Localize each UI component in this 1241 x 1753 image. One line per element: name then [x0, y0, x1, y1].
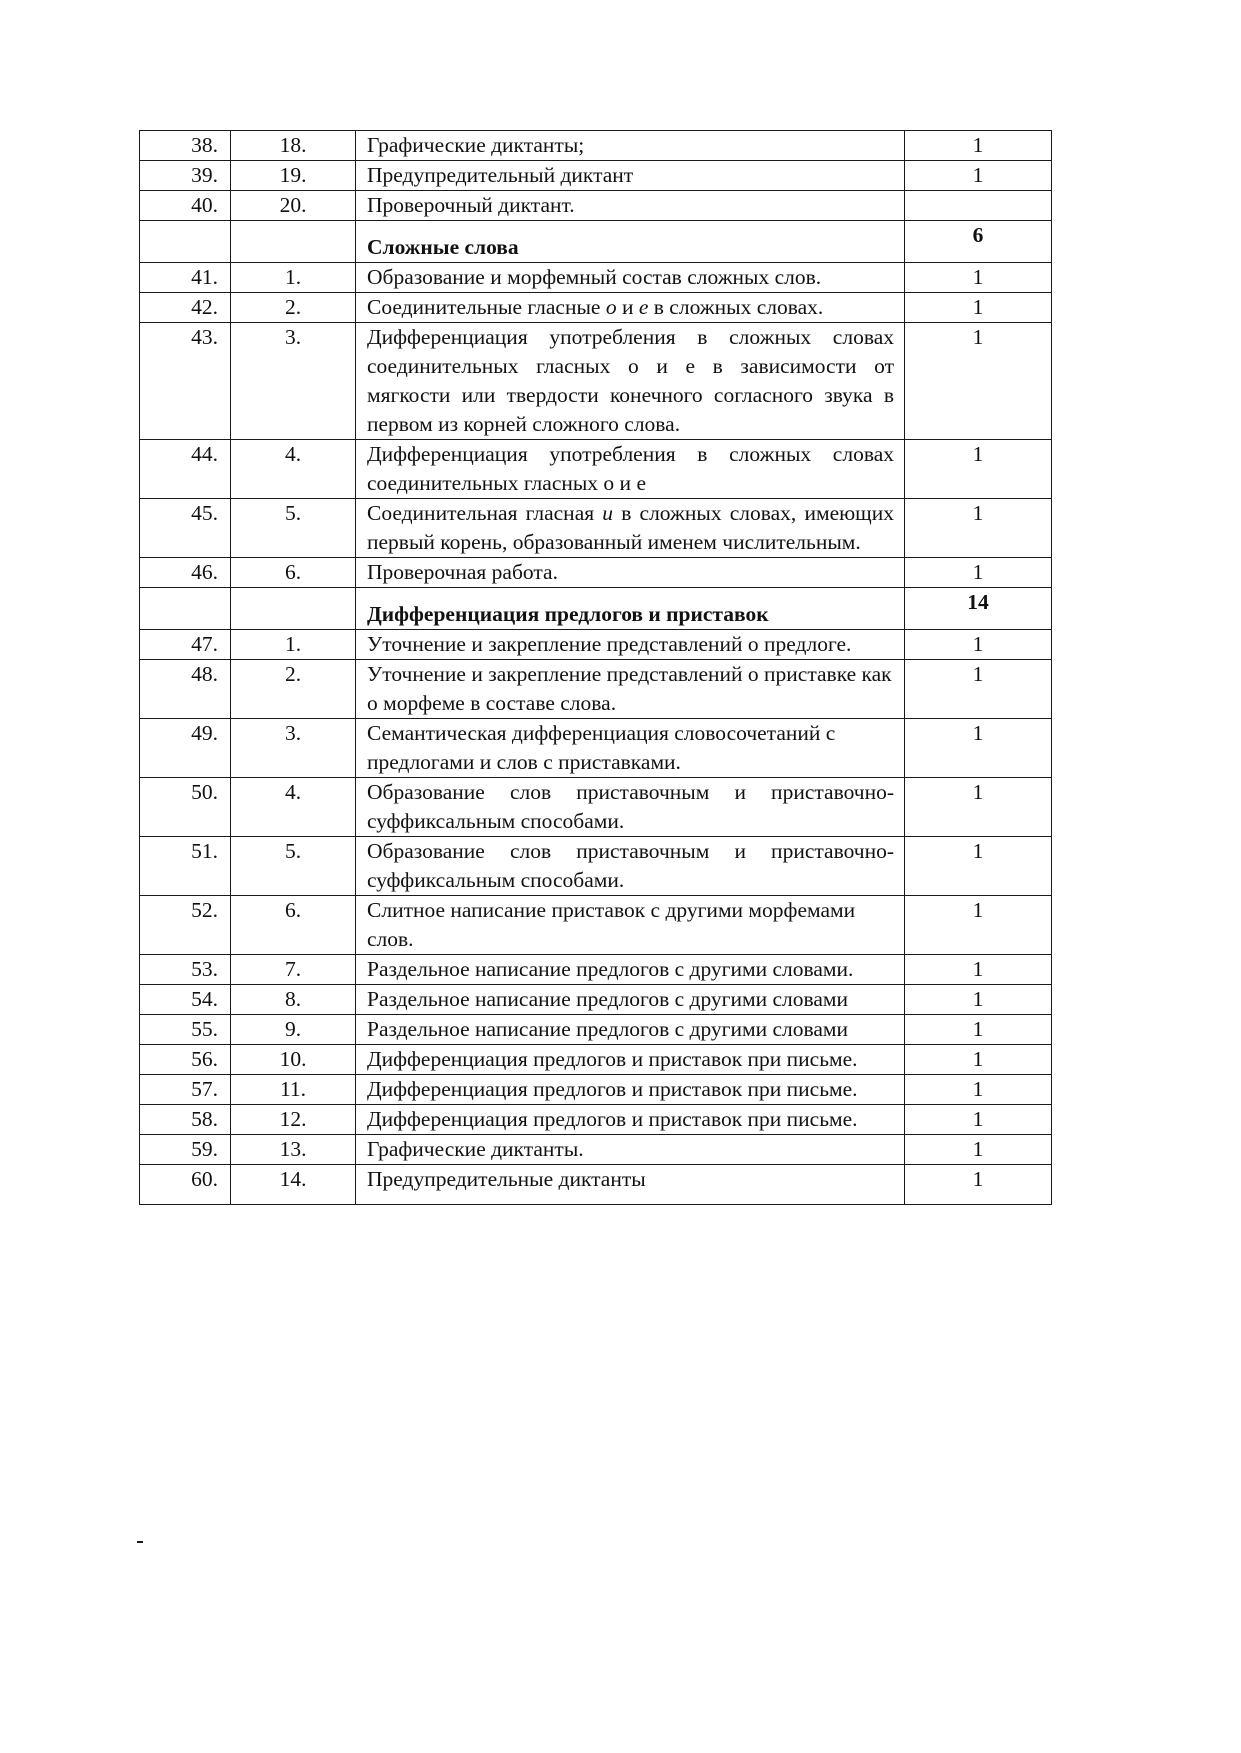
lesson-number-cell: 8.	[231, 985, 356, 1015]
table-row	[140, 660, 1052, 719]
row-number-cell: 58.	[140, 1105, 231, 1135]
lesson-topic-cell: Образование слов приставочным и приставочно-суффиксальным способами.	[356, 837, 905, 896]
row-number-cell: 45.	[140, 499, 231, 558]
table-row	[140, 955, 1052, 985]
lesson-plan-body	[140, 131, 1052, 1205]
row-number-cell: 51.	[140, 837, 231, 896]
lesson-number-cell: 6.	[231, 896, 356, 955]
lesson-number-cell: 14.	[231, 1165, 356, 1205]
section-title-cell: Сложные слова	[356, 221, 905, 263]
table-row	[140, 719, 1052, 778]
hours-cell: 1	[905, 131, 1052, 161]
hours-cell: 1	[905, 719, 1052, 778]
row-number-cell: 60.	[140, 1165, 231, 1205]
lesson-topic-cell: Графические диктанты;	[356, 131, 905, 161]
lesson-number-cell: 2.	[231, 660, 356, 719]
hours-cell: 1	[905, 558, 1052, 588]
hours-cell	[905, 191, 1052, 221]
table-row	[140, 191, 1052, 221]
topic-text-part: в сложных словах.	[648, 295, 824, 319]
row-number-cell: 39.	[140, 161, 231, 191]
lesson-topic-cell: Дифференциация употребления в сложных словах соединительных гласных о и е в зависимости от мягкости или твердости конечного согласного звука в первом из корней сложного слова.	[356, 323, 905, 440]
lesson-topic-cell: Образование слов приставочным и приставочно-суффиксальным способами.	[356, 778, 905, 837]
section-row	[140, 221, 1052, 263]
table-row	[140, 323, 1052, 440]
lesson-number-cell: 3.	[231, 323, 356, 440]
hours-cell: 1	[905, 323, 1052, 440]
lesson-number-cell: 20.	[231, 191, 356, 221]
table-row	[140, 558, 1052, 588]
lesson-number-cell: 19.	[231, 161, 356, 191]
lesson-topic-cell: Дифференциация предлогов и приставок при письме.	[356, 1105, 905, 1135]
hours-cell: 1	[905, 499, 1052, 558]
table-row	[140, 1165, 1052, 1205]
hours-cell: 1	[905, 1075, 1052, 1105]
table-row	[140, 440, 1052, 499]
lesson-topic-cell: Раздельное написание предлогов с другими словами	[356, 1015, 905, 1045]
row-number-cell: 54.	[140, 985, 231, 1015]
lesson-number-cell: 4.	[231, 440, 356, 499]
row-number-cell: 50.	[140, 778, 231, 837]
lesson-topic-cell: Уточнение и закрепление представлений о предлоге.	[356, 630, 905, 660]
table-row	[140, 630, 1052, 660]
hours-cell: 1	[905, 293, 1052, 323]
table-row	[140, 263, 1052, 293]
hours-cell: 1	[905, 778, 1052, 837]
hours-cell: 1	[905, 263, 1052, 293]
lesson-number-cell: 10.	[231, 1045, 356, 1075]
row-number-cell: 53.	[140, 955, 231, 985]
hours-cell: 1	[905, 1105, 1052, 1135]
row-number-cell	[140, 588, 231, 630]
table-row	[140, 131, 1052, 161]
row-number-cell: 40.	[140, 191, 231, 221]
table-row	[140, 1015, 1052, 1045]
lesson-topic-cell: Уточнение и закрепление представлений о приставке как о морфеме в составе слова.	[356, 660, 905, 719]
lesson-topic-cell: Семантическая дифференциация словосочетаний с предлогами и слов с приставками.	[356, 719, 905, 778]
lesson-topic-cell: Дифференциация употребления в сложных словах соединительных гласных о и е	[356, 440, 905, 499]
hours-cell: 1	[905, 955, 1052, 985]
table-edge-mark	[137, 1541, 143, 1543]
hours-cell: 1	[905, 1045, 1052, 1075]
table-row	[140, 1075, 1052, 1105]
table-row	[140, 778, 1052, 837]
hours-cell: 1	[905, 440, 1052, 499]
lesson-number-cell: 6.	[231, 558, 356, 588]
row-number-cell: 41.	[140, 263, 231, 293]
lesson-number-cell: 12.	[231, 1105, 356, 1135]
table-row	[140, 499, 1052, 558]
lesson-number-cell: 11.	[231, 1075, 356, 1105]
row-number-cell: 48.	[140, 660, 231, 719]
lesson-number-cell: 7.	[231, 955, 356, 985]
lesson-number-cell: 1.	[231, 630, 356, 660]
section-hours-cell: 6	[905, 221, 1052, 263]
hours-cell: 1	[905, 1135, 1052, 1165]
topic-text-part: е	[638, 295, 649, 319]
row-number-cell: 55.	[140, 1015, 231, 1045]
table-row	[140, 293, 1052, 323]
row-number-cell: 52.	[140, 896, 231, 955]
table-row	[140, 1105, 1052, 1135]
lesson-number-cell: 4.	[231, 778, 356, 837]
row-number-cell	[140, 221, 231, 263]
lesson-topic-cell: Образование и морфемный состав сложных слов.	[356, 263, 905, 293]
row-number-cell: 59.	[140, 1135, 231, 1165]
lesson-topic-cell: Слитное написание приставок с другими морфемами слов.	[356, 896, 905, 955]
lesson-topic-cell: Раздельное написание предлогов с другими словами.	[356, 955, 905, 985]
table-row	[140, 837, 1052, 896]
hours-cell: 1	[905, 985, 1052, 1015]
topic-text-part: в сложных словах, имеющих первый корень, образованный именем числительным.	[367, 501, 894, 554]
row-number-cell: 38.	[140, 131, 231, 161]
lesson-number-cell: 3.	[231, 719, 356, 778]
lesson-topic-cell	[356, 499, 905, 558]
lesson-topic-cell: Графические диктанты.	[356, 1135, 905, 1165]
row-number-cell: 44.	[140, 440, 231, 499]
hours-cell: 1	[905, 660, 1052, 719]
section-title-cell: Дифференциация предлогов и приставок	[356, 588, 905, 630]
row-number-cell: 56.	[140, 1045, 231, 1075]
row-number-cell: 49.	[140, 719, 231, 778]
hours-cell: 1	[905, 1165, 1052, 1205]
table-row	[140, 985, 1052, 1015]
table-row	[140, 1135, 1052, 1165]
lesson-number-cell: 5.	[231, 499, 356, 558]
lesson-number-cell	[231, 221, 356, 263]
topic-text-part: и	[602, 501, 614, 525]
row-number-cell: 42.	[140, 293, 231, 323]
row-number-cell: 47.	[140, 630, 231, 660]
hours-cell: 1	[905, 896, 1052, 955]
row-number-cell: 46.	[140, 558, 231, 588]
table-row	[140, 161, 1052, 191]
row-number-cell: 57.	[140, 1075, 231, 1105]
lesson-topic-cell: Раздельное написание предлогов с другими словами	[356, 985, 905, 1015]
hours-cell: 1	[905, 630, 1052, 660]
hours-cell: 1	[905, 1015, 1052, 1045]
section-row	[140, 588, 1052, 630]
hours-cell: 1	[905, 161, 1052, 191]
topic-text-part: и	[616, 295, 639, 319]
lesson-number-cell: 9.	[231, 1015, 356, 1045]
lesson-topic-cell: Предупредительные диктанты	[356, 1165, 905, 1205]
topic-text-part: о	[605, 295, 617, 319]
hours-cell: 1	[905, 837, 1052, 896]
lesson-topic-cell: Дифференциация предлогов и приставок при письме.	[356, 1075, 905, 1105]
lesson-number-cell: 5.	[231, 837, 356, 896]
lesson-number-cell	[231, 588, 356, 630]
row-number-cell: 43.	[140, 323, 231, 440]
table-row	[140, 896, 1052, 955]
section-hours-cell: 14	[905, 588, 1052, 630]
lesson-number-cell: 2.	[231, 293, 356, 323]
table-row	[140, 1045, 1052, 1075]
topic-text-part: Соединительные гласные	[367, 295, 606, 319]
lesson-topic-cell: Проверочная работа.	[356, 558, 905, 588]
lesson-number-cell: 13.	[231, 1135, 356, 1165]
topic-text-part: Соединительная гласная	[367, 501, 603, 525]
lesson-topic-cell: Дифференциация предлогов и приставок при письме.	[356, 1045, 905, 1075]
lesson-topic-cell: Предупредительный диктант	[356, 161, 905, 191]
lesson-number-cell: 1.	[231, 263, 356, 293]
lesson-topic-cell	[356, 293, 905, 323]
lesson-number-cell: 18.	[231, 131, 356, 161]
lesson-plan-table	[139, 130, 1052, 1205]
lesson-topic-cell: Проверочный диктант.	[356, 191, 905, 221]
